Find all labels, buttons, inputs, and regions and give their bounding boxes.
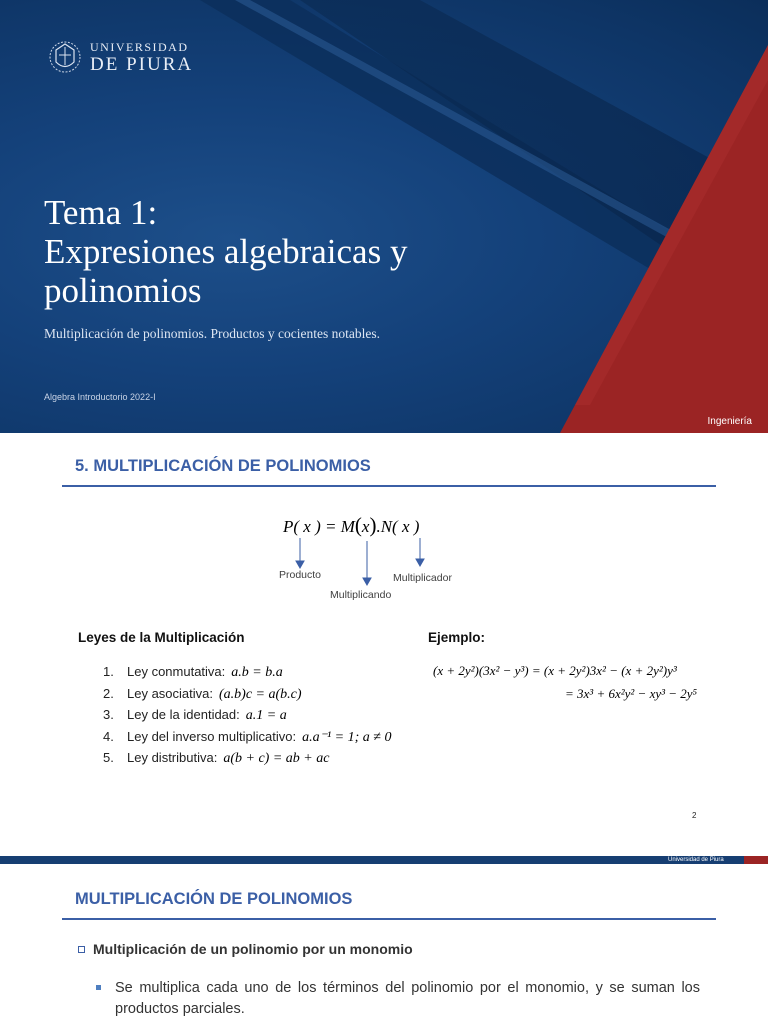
list-item: 3. Ley de la identidad: a.1 = a (103, 707, 287, 723)
formula-x: x (361, 517, 370, 536)
list-item: 4. Ley del inverso multiplicativo: a.a⁻¹ = 1; a ≠ 0 (103, 728, 392, 745)
logo-line1: UNIVERSIDAD (90, 39, 189, 54)
course-label: Algebra Introductorio 2022-I (44, 392, 156, 402)
title-rule (62, 918, 716, 920)
footer-text: Universidad de Piura (668, 857, 724, 863)
formula-arrows (0, 433, 768, 633)
label-multiplicando: Multiplicando (330, 589, 392, 601)
footer-bar (0, 856, 768, 864)
slide-multiplicacion-monomio (0, 866, 768, 1024)
crest-icon (48, 34, 82, 80)
formula-rhs: .N( x ) (376, 517, 420, 536)
list-item: 5. Ley distributiva: a(b + c) = ab + ac (103, 750, 330, 766)
product-formula: P( x ) = M(x).N( x ) (283, 513, 420, 537)
bullet-level2-text: Se multiplica cada uno de los términos del polinomio por el monomio, y se suman los productos parciales. (115, 980, 700, 1017)
square-bullet-icon (96, 985, 101, 990)
bullet-level1 (78, 941, 413, 957)
leyes-heading: Leyes de la Multiplicación (78, 630, 245, 645)
cover-title (44, 193, 407, 310)
cover-slide (0, 0, 768, 433)
cover-subtitle: Multiplicación de polinomios. Productos y cocientes notables. (44, 326, 380, 341)
page-number: 2 (692, 811, 697, 820)
ejemplo-line1: (x + 2y²)(3x² − y³) = (x + 2y²)3x² − (x + 2y²)y³ (433, 663, 677, 678)
footer-accent (744, 856, 768, 864)
faculty-tag: Ingeniería (707, 416, 752, 427)
logo-line2: DE PIURA (90, 53, 194, 75)
bullet-level1-text: Multiplicación de un polinomio por un monomio (93, 941, 413, 957)
university-logo (48, 34, 193, 80)
square-bullet-icon (78, 946, 85, 953)
ejemplo-heading: Ejemplo: (428, 630, 486, 645)
cover-title-line3: polinomios (44, 271, 202, 310)
bullet-level2 (96, 978, 700, 1020)
slide-title: MULTIPLICACIÓN DE POLINOMIOS (75, 890, 353, 908)
list-item: 1. Ley conmutativa: a.b = b.a (103, 664, 283, 680)
label-producto: Producto (279, 569, 322, 581)
leyes-list (103, 664, 391, 772)
label-multiplicador: Multiplicador (393, 572, 452, 584)
cover-title-line1: Tema 1: (44, 193, 158, 232)
slide-title: 5. MULTIPLICACIÓN DE POLINOMIOS (75, 457, 371, 475)
cover-title-line2: Expresiones algebraicas y (44, 232, 408, 271)
ejemplo-line2: = 3x³ + 6x²y² − xy³ − 2y⁵ (565, 686, 698, 701)
slide-multiplicacion (0, 433, 768, 866)
list-item: 2. Ley asociativa: (a.b)c = a(b.c) (103, 685, 302, 702)
formula-lhs: P( x ) = M (283, 517, 355, 536)
